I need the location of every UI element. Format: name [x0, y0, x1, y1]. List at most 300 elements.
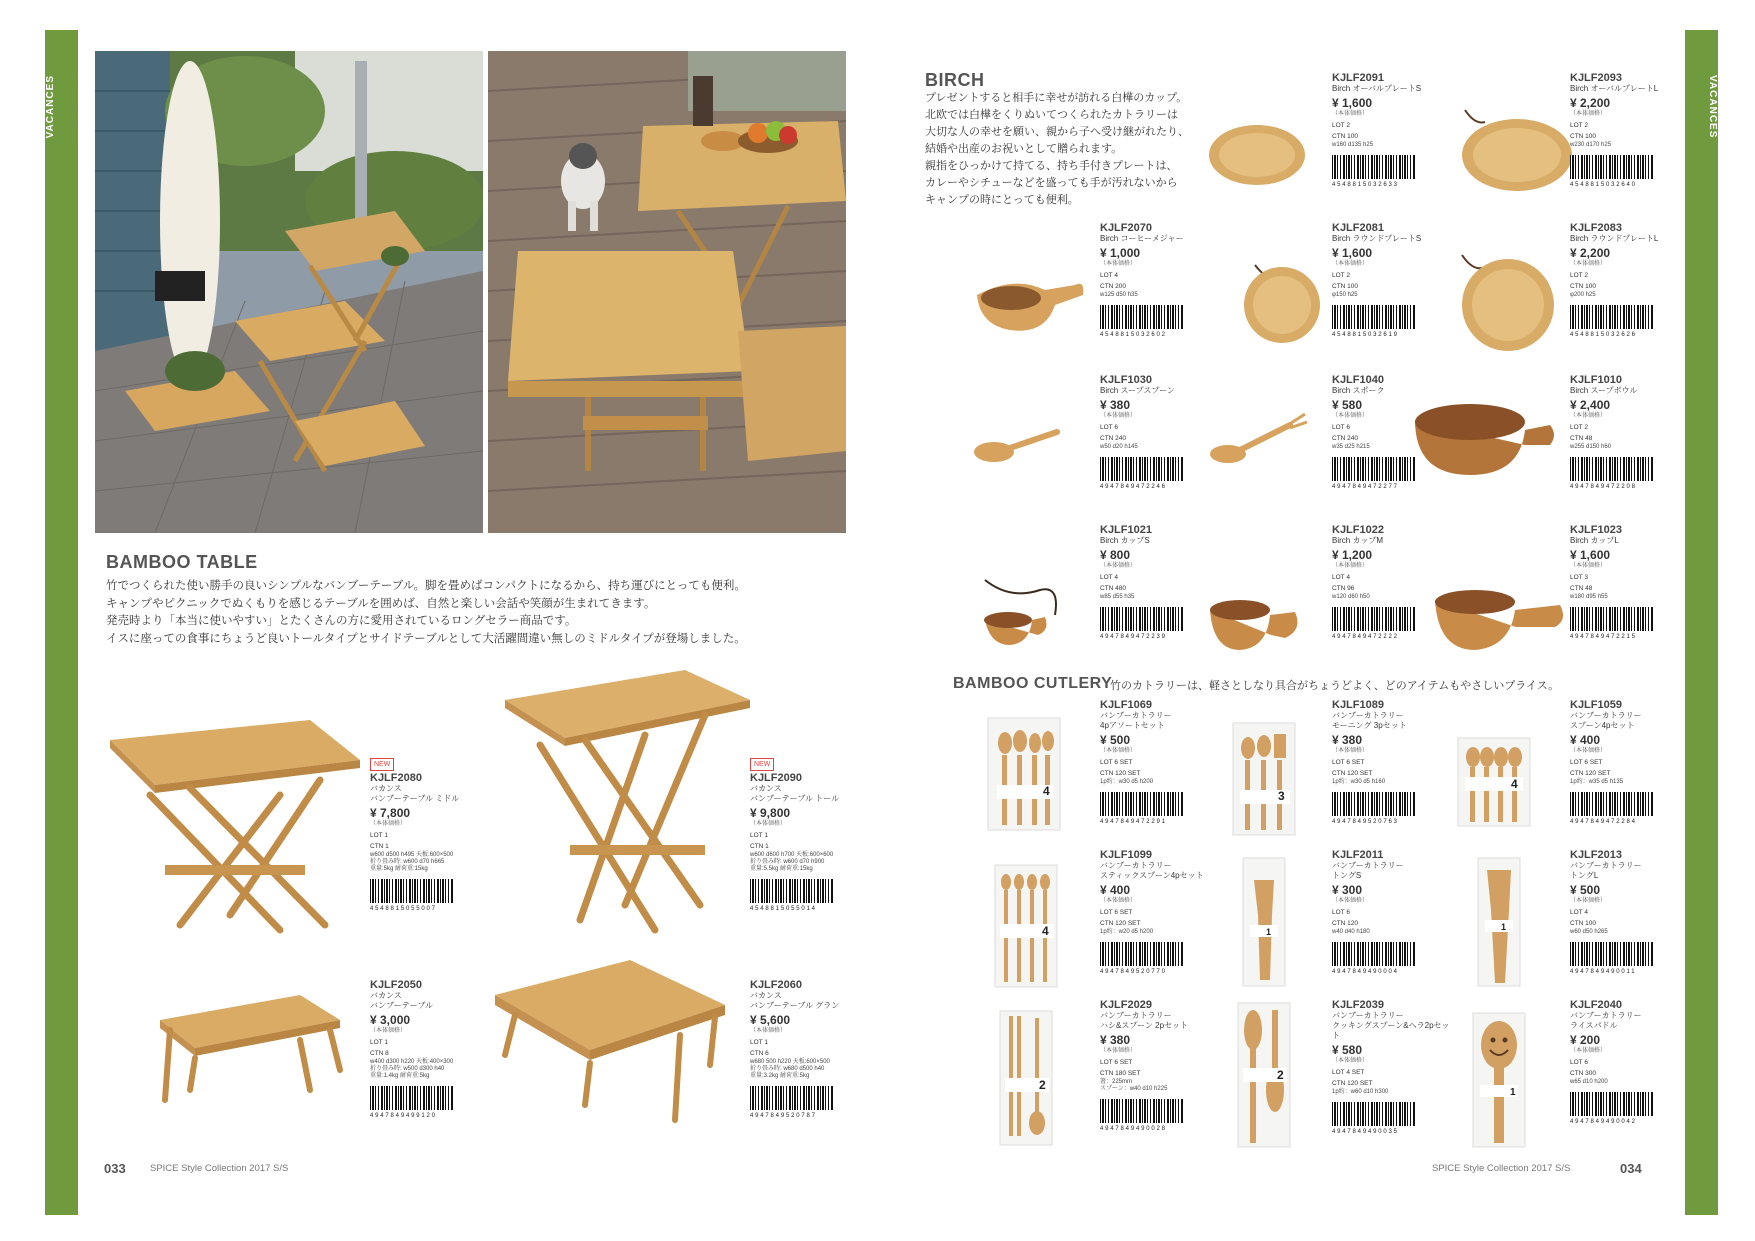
dimensions: w125 d50 h35 — [1100, 292, 1138, 298]
tax-note: （本体価格） — [1100, 563, 1137, 569]
barcode-number: 4947849472246 — [1100, 484, 1167, 490]
product-name: バンブーカトラリー トングS — [1332, 861, 1404, 880]
ctn — [750, 841, 870, 852]
product-code: KJLF2050 — [370, 979, 422, 991]
ctn-value: 480 — [1115, 585, 1127, 592]
dimensions: w35 d25 h215 — [1332, 444, 1370, 450]
page-number-left: 033 — [104, 1161, 126, 1176]
product-info-KJLF2083 — [1570, 223, 1690, 341]
product-info-KJLF2080 — [370, 758, 490, 915]
lot-label: LOT — [750, 1039, 763, 1046]
package-label: 4 — [1043, 784, 1050, 798]
ctn-label: CTN — [1332, 133, 1346, 140]
dimensions: 箸：225mm スプーン：w40 d10 h225 — [1100, 1079, 1168, 1092]
product-info-KJLF2090 — [750, 758, 870, 915]
product-name: バンブーカトラリー ライスパドル — [1570, 1011, 1642, 1030]
ctn-label: CTN — [1570, 920, 1584, 927]
barcode — [1332, 457, 1416, 481]
lot-label: LOT — [1332, 122, 1345, 129]
lot-label: LOT — [1570, 424, 1583, 431]
ctn — [1332, 1078, 1452, 1089]
product-info-KJLF2050 — [370, 980, 490, 1122]
product-name: バンブーカトラリー 4pアソートセット — [1100, 711, 1172, 730]
barcode — [1570, 1092, 1654, 1116]
barcode-number: 4548815032626 — [1570, 332, 1637, 338]
lot — [1332, 1067, 1452, 1078]
ctn-value: 180 SET — [1115, 1070, 1141, 1077]
tax-note: （本体価格） — [750, 821, 787, 827]
lot — [1332, 757, 1452, 768]
product-price: ¥ 400 — [1570, 733, 1601, 747]
product-info-KJLF2070 — [1100, 223, 1220, 341]
product-name: バンブーカトラリー モーニング 3pセット — [1332, 711, 1407, 730]
ctn-label: CTN — [1570, 1070, 1584, 1077]
ctn-value: 120 SET — [1115, 920, 1141, 927]
dimensions: 1p約：w30 d5 h160 — [1332, 779, 1386, 785]
product-code: KJLF1059 — [1570, 699, 1622, 711]
lot-value: 6 SET — [1114, 759, 1133, 766]
ctn-value: 240 — [1115, 435, 1127, 442]
product-price: ¥ 500 — [1100, 733, 1131, 747]
lot-value: 2 — [1584, 272, 1588, 279]
barcode-number: 4947849472215 — [1570, 634, 1637, 640]
barcode — [1332, 1102, 1416, 1126]
lot-label: LOT — [1332, 272, 1345, 279]
ctn-value: 120 SET — [1585, 770, 1611, 777]
chopsticks-spoon-image — [997, 1008, 1057, 1153]
barcode — [1570, 942, 1654, 966]
tong-s-image — [1240, 855, 1290, 995]
product-info-KJLF2013 — [1570, 850, 1690, 978]
product-name: Birch スープスプーン — [1100, 386, 1175, 395]
description-line: 北欧では白樺をくりぬいてつくられたカトラリーは — [925, 109, 1178, 121]
table-gran-image — [490, 955, 730, 1130]
product-name: バンブーカトラリー ハシ&スプーン 2pセット — [1100, 1011, 1189, 1030]
product-code: KJLF1021 — [1100, 524, 1152, 536]
product-code: KJLF1069 — [1100, 699, 1152, 711]
barcode — [1570, 305, 1654, 329]
dimensions: w600 d500 h495 天板:600×500 折り畳み時: w600 d70 h665 重量:5kg 耐荷重:15kg — [370, 852, 454, 872]
product-name: Birch カップM — [1332, 536, 1384, 545]
product-name: Birch カップS — [1100, 536, 1150, 545]
product-price: ¥ 3,000 — [370, 1013, 411, 1027]
barcode-number: 4947849490011 — [1570, 969, 1637, 975]
barcode-number: 4947849499120 — [370, 1113, 437, 1119]
product-price: ¥ 9,800 — [750, 806, 791, 820]
lot-value: 4 — [1114, 574, 1118, 581]
product-price: ¥ 580 — [1332, 1043, 1363, 1057]
description-line: カレーやシチューなどを盛っても手が汚れないから — [925, 177, 1178, 189]
lot-value: 4 — [1346, 574, 1350, 581]
lot-value: 2 — [1584, 122, 1588, 129]
sidebar-label: VACANCES — [45, 75, 56, 139]
product-code: KJLF2011 — [1332, 849, 1384, 861]
product-code: KJLF2091 — [1332, 72, 1384, 84]
ctn-label: CTN — [1100, 1070, 1114, 1077]
lot — [1100, 422, 1220, 433]
barcode-number: 4947849490042 — [1570, 1119, 1637, 1125]
package-label: 4 — [1042, 924, 1049, 938]
ctn-label: CTN — [1570, 435, 1584, 442]
tax-note: （本体価格） — [1100, 413, 1137, 419]
product-code: KJLF2081 — [1332, 222, 1384, 234]
ctn-label: CTN — [1100, 770, 1114, 777]
product-code: KJLF2070 — [1100, 222, 1152, 234]
ctn — [1100, 918, 1220, 929]
product-name: Birch カップL — [1570, 536, 1619, 545]
ctn-value: 100 — [1347, 283, 1359, 290]
lot-label: LOT — [370, 832, 383, 839]
patio-photo — [95, 51, 483, 533]
barcode — [1332, 942, 1416, 966]
table-tall-image — [495, 660, 765, 945]
ctn — [1332, 131, 1452, 142]
barcode-number: 4548815055007 — [370, 906, 437, 912]
dimensions: 1p約：w30 d5 h200 — [1100, 779, 1154, 785]
product-code: KJLF2013 — [1570, 849, 1622, 861]
product-price: ¥ 1,000 — [1100, 246, 1141, 260]
ctn-label: CTN — [1570, 133, 1584, 140]
lot-value: 6 — [1114, 424, 1118, 431]
product-price: ¥ 380 — [1100, 1033, 1131, 1047]
product-code: KJLF1099 — [1100, 849, 1152, 861]
dimensions: w180 d95 h55 — [1570, 594, 1608, 600]
product-info-KJLF1030 — [1100, 375, 1220, 493]
lot-label: LOT — [1100, 909, 1113, 916]
description-line: 結婚や出産のお祝いとして贈られます。 — [925, 143, 1123, 155]
tong-l-image — [1475, 855, 1525, 995]
bamboo-cutlery-description: 竹のカトラリーは、軽さとしなり具合がちょうどよく、どのアイテムもやさしいプライス。 — [1110, 680, 1560, 692]
barcode-number: 4947849490004 — [1332, 969, 1399, 975]
description-line: 親指をひっかけて持てる、持ち手付きプレートは、 — [925, 160, 1178, 172]
product-price: ¥ 2,200 — [1570, 96, 1611, 110]
ctn-label: CTN — [1332, 283, 1346, 290]
lot — [1332, 270, 1452, 281]
product-code: KJLF2029 — [1100, 999, 1152, 1011]
barcode — [1332, 155, 1416, 179]
ctn-label: CTN — [1332, 1080, 1346, 1087]
ctn-value: 120 SET — [1115, 770, 1141, 777]
lot-value: 6 SET — [1346, 759, 1365, 766]
barcode-number: 4947849472277 — [1332, 484, 1399, 490]
dimensions: w120 d60 h50 — [1332, 594, 1370, 600]
barcode-number: 4548815032619 — [1332, 332, 1399, 338]
dimensions: w65 d10 h200 — [1570, 1079, 1608, 1085]
dimensions: w255 d150 h60 — [1570, 444, 1612, 450]
cutlery-stick-spoon-image — [992, 862, 1062, 997]
barcode-number: 4947849520787 — [750, 1113, 817, 1119]
product-info-KJLF2040 — [1570, 1000, 1690, 1128]
product-price: ¥ 800 — [1100, 548, 1131, 562]
tax-note: （本体価格） — [1332, 111, 1369, 117]
barcode-number: 4548815055014 — [750, 906, 817, 912]
tax-note: （本体価格） — [1570, 111, 1607, 117]
package-label: 1 — [1266, 927, 1272, 937]
ctn-label: CTN — [370, 843, 384, 850]
package-label: 1 — [1510, 1087, 1516, 1098]
tax-note: （本体価格） — [1100, 898, 1137, 904]
barcode — [1100, 792, 1184, 816]
tax-note: （本体価格） — [1332, 413, 1369, 419]
ctn-label: CTN — [1100, 435, 1114, 442]
ctn — [1100, 583, 1220, 594]
cutlery-3p-morning-image — [1230, 720, 1300, 845]
barcode — [1332, 792, 1416, 816]
barcode — [1100, 457, 1184, 481]
description-line: プレゼントすると相手に幸せが訪れる白樺のカップ。 — [925, 92, 1188, 104]
ctn-label: CTN — [1570, 585, 1584, 592]
dimensions: φ200 h25 — [1570, 292, 1596, 298]
ctn — [1100, 281, 1220, 292]
barcode-number: 4947849472239 — [1100, 634, 1167, 640]
lot-label: LOT — [1570, 574, 1583, 581]
product-price: ¥ 1,200 — [1332, 548, 1373, 562]
ctn-label: CTN — [1332, 770, 1346, 777]
barcode — [750, 879, 834, 903]
bamboo-table-description — [106, 578, 746, 648]
table-middle-image — [105, 710, 365, 945]
description-line: キャンプやピクニックでぬくもりを感じるテーブルを囲めば、自然と楽しい会話や笑顔が生まれてきます。 — [106, 597, 656, 610]
tax-note: （本体価格） — [1570, 898, 1607, 904]
product-name: バカンス バンブーテーブル — [370, 991, 434, 1010]
ctn — [1570, 281, 1690, 292]
tax-note: （本体価格） — [370, 1028, 407, 1034]
ctn-value: 1 — [385, 843, 389, 850]
barcode — [1100, 1099, 1184, 1123]
product-code: KJLF2090 — [750, 772, 802, 784]
lot-value: 1 — [764, 832, 768, 839]
product-price: ¥ 580 — [1332, 398, 1363, 412]
ctn-value: 1 — [765, 843, 769, 850]
lot-value: 6 — [1584, 1059, 1588, 1066]
lot-label: LOT — [750, 832, 763, 839]
lot-label: LOT — [1332, 424, 1345, 431]
product-info-KJLF1059 — [1570, 700, 1690, 828]
lot — [1570, 572, 1690, 583]
product-price: ¥ 7,800 — [370, 806, 411, 820]
lot-label: LOT — [1570, 1059, 1583, 1066]
tax-note: （本体価格） — [1100, 261, 1137, 267]
lot — [370, 830, 490, 841]
new-badge: NEW — [750, 758, 774, 771]
lot-label: LOT — [1332, 1069, 1345, 1076]
ctn — [750, 1048, 870, 1059]
ctn-value: 48 — [1585, 585, 1593, 592]
product-name: バカンス バンブーテーブル グラン — [750, 991, 840, 1010]
lot-label: LOT — [1332, 909, 1345, 916]
barcode-number: 4947849472291 — [1100, 819, 1167, 825]
lot — [1100, 907, 1220, 918]
ctn-value: 100 — [1585, 283, 1597, 290]
deck-photo — [488, 51, 846, 533]
product-info-KJLF1099 — [1100, 850, 1220, 978]
lot-label: LOT — [1100, 424, 1113, 431]
lot-value: 6 SET — [1584, 759, 1603, 766]
product-name: バンブーカトラリー スプーン4pセット — [1570, 711, 1642, 730]
ctn-label: CTN — [1100, 283, 1114, 290]
product-code: KJLF1010 — [1570, 374, 1622, 386]
lot — [1100, 1057, 1220, 1068]
lot-label: LOT — [1570, 759, 1583, 766]
description-line: キャンプの時にとっても便利。 — [925, 194, 1079, 206]
lot — [370, 1037, 490, 1048]
ctn-label: CTN — [1570, 283, 1584, 290]
lot-label: LOT — [1100, 1059, 1113, 1066]
cooking-spoon-spatula-image — [1235, 1000, 1295, 1155]
coffee-measure-image — [975, 270, 1090, 345]
barcode-number: 4947849490028 — [1100, 1126, 1167, 1132]
description-line: 竹でつくられた使い勝手の良いシンプルなバンブーテーブル。脚を畳めばコンパクトになるから、持ち運びにとっても便利。 — [106, 580, 746, 592]
product-info-KJLF1023 — [1570, 525, 1690, 643]
product-name: Birch オーバルプレートS — [1332, 84, 1422, 93]
product-name: Birch スポーク — [1332, 386, 1385, 395]
ctn-label: CTN — [1332, 920, 1346, 927]
ctn — [1332, 583, 1452, 594]
package-label: 4 — [1511, 777, 1518, 791]
product-price: ¥ 5,600 — [750, 1013, 791, 1027]
ctn-value: 300 — [1585, 1070, 1597, 1077]
product-price: ¥ 500 — [1570, 883, 1601, 897]
product-name: バンブーカトラリー クッキングスプーン&ヘラ2pセット — [1332, 1011, 1450, 1040]
ctn-label: CTN — [1100, 920, 1114, 927]
product-price: ¥ 1,600 — [1332, 246, 1373, 260]
ctn-label: CTN — [1332, 585, 1346, 592]
ctn-value: 8 — [385, 1050, 389, 1057]
tax-note: （本体価格） — [1570, 1048, 1607, 1054]
lot — [1570, 270, 1690, 281]
soup-spoon-image — [972, 420, 1062, 475]
product-info-KJLF1089 — [1332, 700, 1452, 828]
product-info-KJLF2011 — [1332, 850, 1452, 978]
product-price: ¥ 2,200 — [1570, 246, 1611, 260]
barcode-number: 4947849520770 — [1100, 969, 1167, 975]
dimensions: w160 d135 h25 — [1332, 142, 1374, 148]
table-low-image — [150, 990, 350, 1115]
product-code: KJLF1040 — [1332, 374, 1384, 386]
tax-note: （本体価格） — [1332, 1058, 1369, 1064]
lot-label: LOT — [1100, 272, 1113, 279]
package-label: 3 — [1278, 789, 1285, 803]
oval-plate-l-image — [1455, 100, 1575, 200]
product-code: KJLF2039 — [1332, 999, 1384, 1011]
new-badge: NEW — [370, 758, 394, 771]
product-info-KJLF2039 — [1332, 1000, 1452, 1138]
tax-note: （本体価格） — [1332, 261, 1369, 267]
lot-value: 1 — [764, 1039, 768, 1046]
description-line: イスに座っての食事にちょうど良いトールタイプとサイドテーブルとして大活躍間違い無しのミドルタイプが登場しました。 — [106, 632, 746, 645]
lot-label: LOT — [1570, 272, 1583, 279]
ctn-value: 100 — [1585, 920, 1597, 927]
barcode — [1570, 457, 1654, 481]
tax-note: （本体価格） — [1100, 1048, 1137, 1054]
ctn — [1100, 1068, 1220, 1079]
ctn — [1332, 433, 1452, 444]
barcode-number: 4947849472284 — [1570, 819, 1637, 825]
dimensions: φ150 h25 — [1332, 292, 1358, 298]
ctn-value: 200 — [1115, 283, 1127, 290]
product-price: ¥ 1,600 — [1570, 548, 1611, 562]
lot-value: 3 — [1584, 574, 1588, 581]
ctn — [1332, 768, 1452, 779]
barcode — [1570, 155, 1654, 179]
ctn — [1332, 918, 1452, 929]
product-info-KJLF1010 — [1570, 375, 1690, 493]
lot — [1332, 572, 1452, 583]
lot — [1332, 907, 1452, 918]
cutlery-spoon-4p-image — [1455, 735, 1535, 835]
tax-note: （本体価格） — [750, 1028, 787, 1034]
barcode-number: 4947849520763 — [1332, 819, 1399, 825]
barcode-number: 4947849490035 — [1332, 1129, 1399, 1135]
barcode — [1100, 607, 1184, 631]
lot-value: 4 — [1584, 909, 1588, 916]
cup-m-image — [1205, 590, 1305, 660]
product-code: KJLF2080 — [370, 772, 422, 784]
lot-value: 6 — [1346, 424, 1350, 431]
lot-value: 6 SET — [1114, 1059, 1133, 1066]
ctn-value: 100 — [1585, 133, 1597, 140]
package-label: 2 — [1277, 1068, 1284, 1082]
ctn — [1332, 281, 1452, 292]
page-number-right: 034 — [1620, 1161, 1642, 1176]
barcode-number: 4947849472222 — [1332, 634, 1399, 640]
barcode — [1570, 607, 1654, 631]
lot-value: 4 — [1114, 272, 1118, 279]
lot-label: LOT — [1332, 574, 1345, 581]
ctn-value: 120 SET — [1347, 1080, 1373, 1087]
round-plate-s-image — [1240, 260, 1325, 350]
tax-note: （本体価格） — [1332, 898, 1369, 904]
ctn — [1100, 768, 1220, 779]
lot-label: LOT — [370, 1039, 383, 1046]
lot — [750, 1037, 870, 1048]
tax-note: （本体価格） — [1332, 563, 1369, 569]
product-code: KJLF2093 — [1570, 72, 1622, 84]
sidebar-label: VACANCES — [1707, 75, 1718, 139]
lot — [1570, 907, 1690, 918]
ctn-label: CTN — [1100, 585, 1114, 592]
product-code: KJLF2060 — [750, 979, 802, 991]
lot-value: 2 — [1584, 424, 1588, 431]
product-info-KJLF1022 — [1332, 525, 1452, 643]
product-name: Birch ラウンドプレートS — [1332, 234, 1422, 243]
lot — [1570, 120, 1690, 131]
dimensions: w60 d50 h265 — [1570, 929, 1608, 935]
ctn — [1570, 583, 1690, 594]
tax-note: （本体価格） — [1570, 413, 1607, 419]
tax-note: （本体価格） — [370, 821, 407, 827]
tax-note: （本体価格） — [1332, 748, 1369, 754]
product-price: ¥ 200 — [1570, 1033, 1601, 1047]
lot — [1100, 757, 1220, 768]
birch-title: BIRCH — [925, 70, 985, 90]
ctn — [1570, 433, 1690, 444]
product-name: バカンス バンブーテーブル ミドル — [370, 784, 460, 803]
tax-note: （本体価格） — [1570, 748, 1607, 754]
product-info-KJLF2081 — [1332, 223, 1452, 341]
barcode-number: 4947849472208 — [1570, 484, 1637, 490]
lot — [1100, 572, 1220, 583]
product-code: KJLF1023 — [1570, 524, 1622, 536]
product-price: ¥ 300 — [1332, 883, 1363, 897]
product-info-KJLF1021 — [1100, 525, 1220, 643]
barcode — [1332, 305, 1416, 329]
barcode-number: 4548815032640 — [1570, 182, 1637, 188]
dimensions: w680 500 h220 天板:600×500 折り畳み時: w680 d500 h40 重量:3.2kg 耐荷重:5kg — [750, 1059, 830, 1079]
tax-note: （本体価格） — [1570, 261, 1607, 267]
ctn-label: CTN — [750, 843, 764, 850]
product-info-KJLF2060 — [750, 980, 870, 1122]
